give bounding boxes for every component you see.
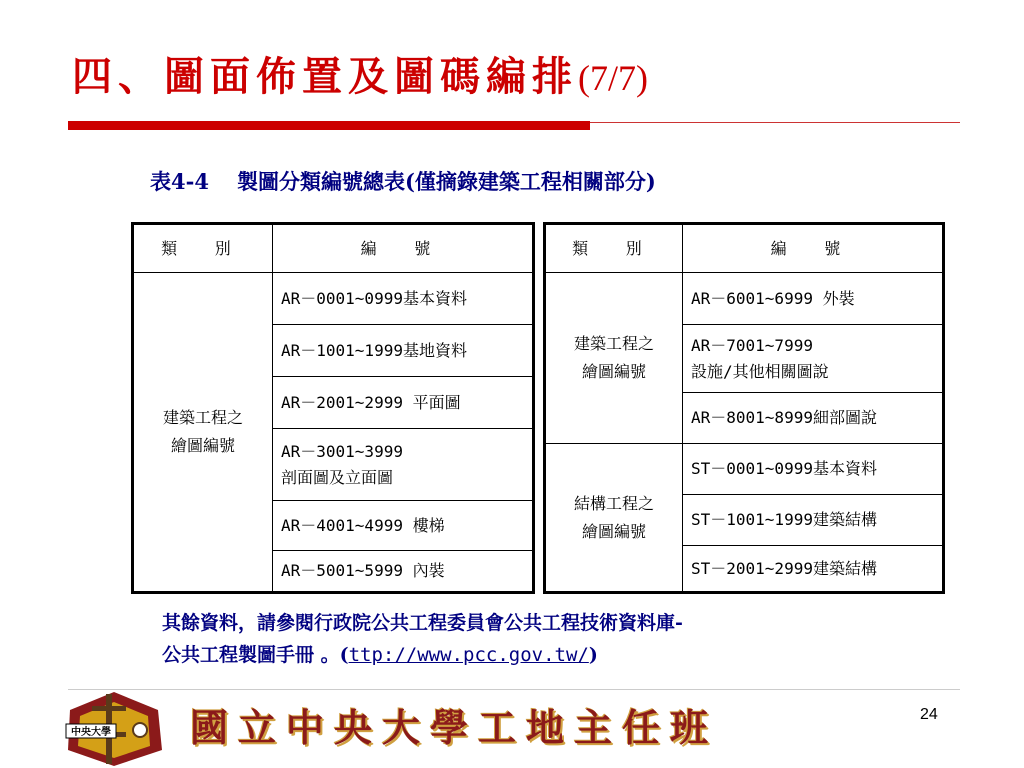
category-cell	[545, 444, 683, 593]
logo-text: 中央大學	[71, 727, 111, 738]
slide-title-text: 四、圖面佈置及圖碼編排	[72, 53, 578, 100]
code-line: AR－2001~2999 平面圖	[281, 392, 461, 412]
drawing-code-table-left	[131, 222, 535, 594]
code-line: AR－6001~6999 外裝	[691, 288, 855, 308]
drawing-code-table-right	[543, 222, 945, 594]
code-line: 設施/其他相關圖說	[691, 361, 829, 381]
title-underline-thin	[590, 122, 960, 123]
code-line: 剖面圖及立面圖	[281, 467, 394, 487]
header-category: 類 別	[545, 224, 683, 273]
category-line: 繪圖編號	[581, 362, 646, 381]
category-line: 建築工程之	[573, 334, 654, 353]
table-caption-text: 製圖分類編號總表(僅摘錄建築工程相關部分)	[236, 169, 656, 194]
code-cell	[273, 377, 534, 429]
category-cell	[133, 273, 273, 593]
category-line: 繪圖編號	[170, 436, 235, 455]
code-line: AR－4001~4999 樓梯	[281, 515, 445, 535]
header-code: 編 號	[683, 224, 944, 273]
title-underline-red	[68, 121, 590, 130]
code-line: AR－0001~0999基本資料	[281, 288, 467, 308]
table-caption	[150, 166, 656, 196]
header-category: 類 別	[133, 224, 273, 273]
university-logo	[62, 688, 166, 768]
code-cell	[683, 393, 944, 444]
slide-title	[72, 42, 648, 112]
code-cell	[273, 325, 534, 377]
page-number: 24	[920, 706, 938, 723]
category-line: 繪圖編號	[581, 521, 646, 541]
slide-title-suffix: (7/7)	[578, 58, 648, 98]
code-cell	[273, 501, 534, 551]
pcc-link[interactable]: ttp://www.pcc.gov.tw/	[348, 644, 589, 666]
code-line: ST－2001~2999建築結構	[691, 558, 877, 578]
code-cell	[683, 546, 944, 593]
category-cell	[545, 273, 683, 444]
category-line: 結構工程之	[573, 493, 654, 513]
footer-divider	[68, 689, 960, 690]
code-cell	[273, 429, 534, 501]
code-line: AR－3001~3999	[281, 441, 403, 461]
code-cell	[683, 495, 944, 546]
category-line: 建築工程之	[162, 408, 243, 427]
code-cell	[683, 325, 944, 393]
program-banner: 國立中央大學工地主任班	[190, 705, 719, 750]
note-line-2-prefix: 公共工程製圖手冊 。(	[162, 644, 349, 666]
code-line: ST－0001~0999基本資料	[691, 459, 877, 478]
code-line: ST－1001~1999建築結構	[691, 510, 877, 529]
code-cell	[273, 273, 534, 325]
table-caption-label: 表4-4	[150, 169, 209, 194]
note-line-1: 其餘資料，請參閱行政院公共工程委員會公共工程技術資料庫-	[162, 612, 683, 634]
reference-note	[162, 607, 922, 671]
code-cell	[683, 444, 944, 495]
code-cell	[683, 273, 944, 325]
code-line: AR－7001~7999	[691, 335, 813, 355]
code-line: AR－8001~8999細部圖說	[691, 408, 877, 427]
note-line-2	[162, 639, 922, 671]
note-line-2-suffix: )	[588, 644, 598, 666]
header-code: 編 號	[273, 224, 534, 273]
code-line: AR－5001~5999 內裝	[281, 561, 445, 580]
code-cell	[273, 551, 534, 593]
code-line: AR－1001~1999基地資料	[281, 340, 467, 360]
